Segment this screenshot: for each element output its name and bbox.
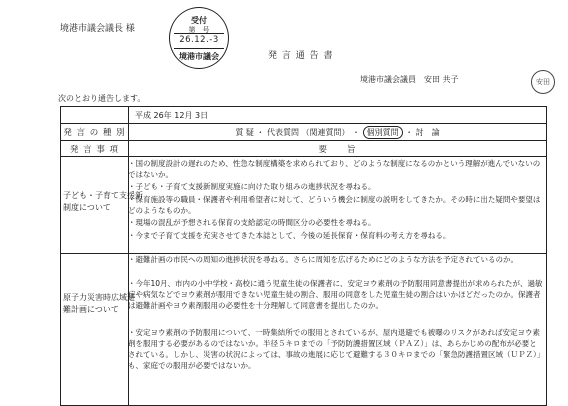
topic-1-title-line: 制度について [63,203,111,212]
date-value: 平成 26年 12月 3日 [135,111,209,120]
topic-2-bullet: ・安定ヨウ素剤の予防服用について、一時集結所での服用とされているが、屋内退避でも被曝のリスクがあれば安定ヨウ素剤を服用する必要があるのではないか。半径５キロまでの「予防防護措置区域（ＰＡＺ）」は、あらかじめの配布が必要とされている。しかし、災害の状況によっては、事故の進展に応じて避難する３０キロまでの「緊急防護措置区域（ＵＰＺ）」も、家庭での服用が必要ではないか。 [128,328,541,370]
type-label: 発 言 の 種 別 [61,124,129,141]
document-title: 発 言 通 告 書 [268,51,334,61]
topic-2-bullet: ・今年10月、市内の小中学校・高校に通う児童生徒の保護者に、安定ヨウ素剤の予防服用同意書提出が求められたが、過敏症や病気などでヨウ素剤が服用できない児童生徒の割合、服用の同意をした児童生徒の割合はいかほどだったのか。保護者は避難計画やヨウ素剤服用の必要性を十分理解して同意書を提出したのか。 [128,279,543,310]
topic-1-bullet: ・現場の混乱が予想される保育の支給認定の時間区分の必要性を尋ねる。 [128,218,376,227]
topic-1-bullet: ・子ども・子育て支援新制度実施に向けた取り組みの進捗状況を尋ねる。 [128,182,376,191]
reception-stamp [169,7,229,69]
topic-2-bullet: ・避難計画の市民への周知の進捗状況を尋ねる。さらに周知を広げるためにどのような方法を予定されているのか。 [128,255,518,264]
addressee: 境港市議会議長 様 [60,24,135,34]
type-selected: 個別質問 [363,126,403,139]
sender-name: 境港市議会議員 安田 共子 [360,75,459,84]
topic-1-bullet: ・今まで子育て支援を充実させてきた本誌として、今後の延長保育・保育料の考え方を尋ねる。 [128,231,451,240]
personal-seal: 安田 [531,70,555,94]
topic-1-bullet: ・国の制度設計の遅れのため、性急な制度構築を求められており、どのような制度になるのかという理解が進んでいないのではないか。 [128,159,541,179]
summary-label: 要 旨 [129,141,547,157]
topic-2-title-line: 原子力災害時広域避 [63,293,135,302]
topic-1-bullet: ・保育施設等の職員・保護者や利用希望者に対して、どういう機会に制度の説明をしてきたか。その時に出た疑問や要望はどのようなものか。 [128,195,541,215]
topic-2-cell [61,254,129,406]
stamp-organization: 境港市議会 [179,52,219,61]
stamp-received-label: 受付 [191,16,207,25]
topic-2-title-line: 難計画について [63,305,119,314]
stamp-divider [174,33,224,34]
date-cell [129,107,547,124]
date-label-cell [61,107,129,124]
type-options-after: ・ 討 論 [405,127,440,137]
stamp-divider [174,48,224,49]
topic-2-title [63,292,135,316]
stamp-number-label: 第 号 [188,26,210,34]
type-options: 質 疑 ・ 代表質問 （関連質問） ・ [235,127,361,137]
topic-1-title-line: 子ども・子育て支援新 [63,191,143,200]
items-label: 発 言 事 項 [61,141,129,157]
intro-text: 次のとおり通告します。 [58,94,146,103]
stamp-date: 26.12.-3 [179,35,219,45]
type-cell [129,124,547,141]
